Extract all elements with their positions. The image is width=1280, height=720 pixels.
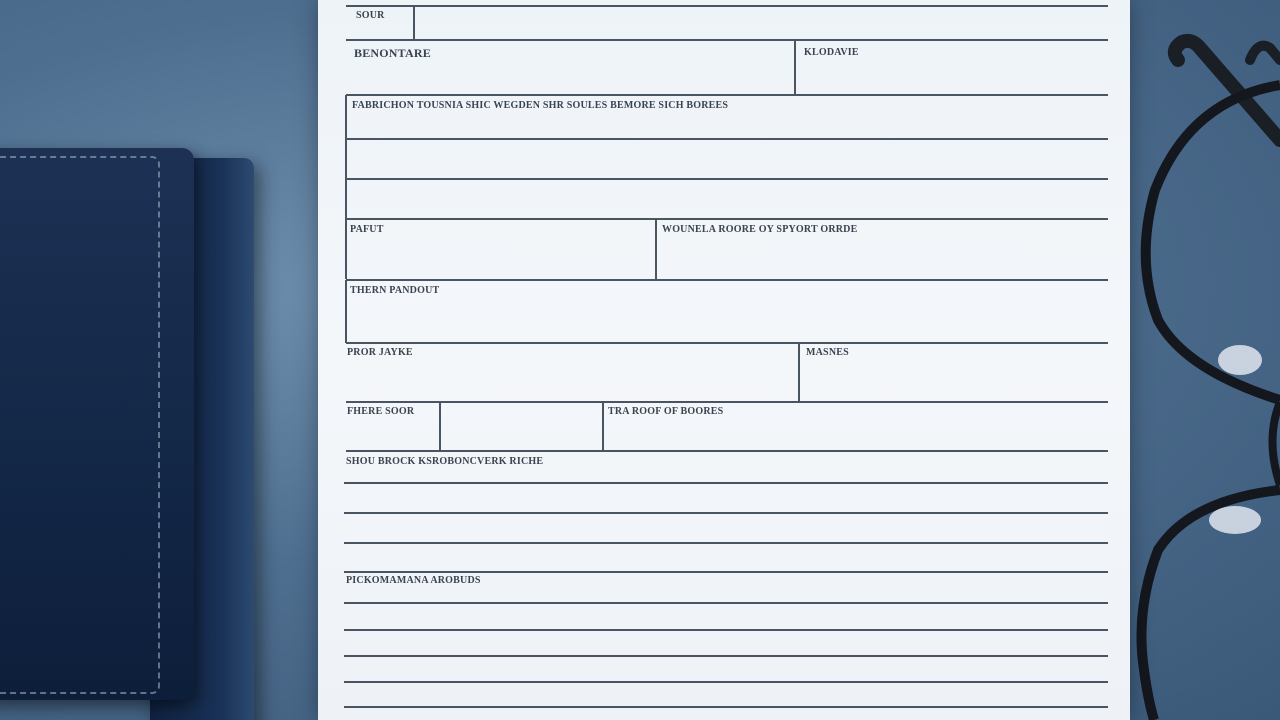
label-row-right: MASNES [806,347,849,358]
notes-line [344,482,1108,484]
form-divider [413,5,415,40]
notebook-stitching [0,156,160,694]
label-row-left: PROR JAYKE [347,347,413,358]
form-divider [798,343,800,402]
notes-line [344,571,1108,573]
label-section-left: BENONTARE [354,46,431,60]
form-divider [655,219,657,279]
form-divider [602,402,604,450]
label-notes-1: SHOU BROCK KSROBONCVERK RICHE [346,456,544,467]
label-wide-header: FABRICHON TOUSNIA SHIC WEGDEN SHR SOULES BEMORE SICH BOREES [352,100,729,111]
form-divider [345,280,347,343]
label-small-left: FHERE SOOR [347,406,415,417]
form-line [346,401,1108,403]
label-small-right: TRA ROOF OF BOORES [608,406,724,417]
form-line [346,342,1108,344]
form-line [346,218,1108,220]
form-divider [794,40,796,95]
form-line [346,94,1108,96]
form-sheet [318,0,1130,720]
form-line [346,178,1108,180]
notes-line [344,655,1108,657]
label-top-left: SOUR [356,10,385,21]
notes-line [344,629,1108,631]
notes-line [344,706,1108,708]
label-box-header: THERN PANDOUT [350,285,440,296]
notes-line [344,602,1108,604]
label-right-mid: WOUNELA ROORE OY SPYORT ORRDE [662,224,858,235]
form-line [346,450,1108,452]
form-line [346,138,1108,140]
form-divider [439,402,441,450]
notes-line [344,542,1108,544]
form-line [346,5,1108,7]
form-divider [345,219,347,279]
eyeglasses-icon [1130,30,1280,720]
notes-line [344,681,1108,683]
label-section-right: KLODAVIE [804,47,859,58]
leather-notebook [0,148,194,700]
label-left-mid: PAFUT [350,224,384,235]
label-notes-2: PICKOMAMANA AROBUDS [346,575,481,586]
form-line [346,39,1108,41]
form-line [346,279,1108,281]
notes-line [344,512,1108,514]
form-divider [345,95,347,219]
